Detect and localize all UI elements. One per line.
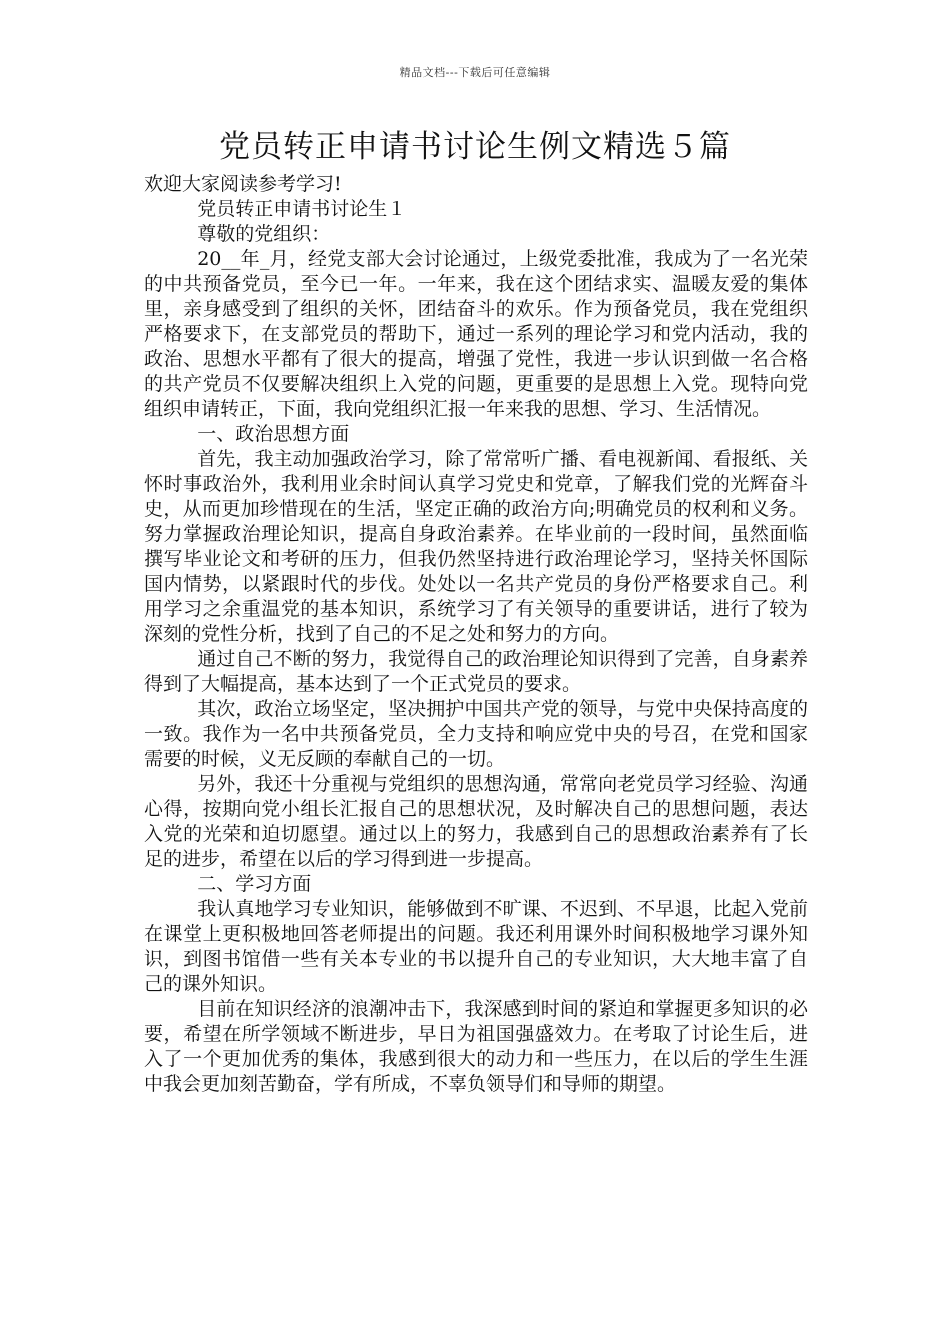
body-paragraph: 其次，政治立场坚定，坚决拥护中国共产党的领导，与党中央保持高度的一致。我作为一名中共预备党员，全力支持和响应党中央的号召，在党和国家需要的时候，义无反顾的奉献自己的一切。: [144, 698, 808, 770]
subsection-heading: 二、学习方面: [197, 873, 312, 895]
document-body: [144, 172, 808, 1097]
body-paragraph: 20__年_月，经党支部大会讨论通过，上级党委批准，我成为了一名光荣的中共预备党员，至今已一年。一年来，我在这个团结求实、温暖友爱的集体里，亲身感受到了组织的关怀，团结奋斗的欢乐。作为预备党员，我在党组织严格要求下，在支部党员的帮助下，通过一系列的理论学习和党内活动，我的政治、思想水平都有了很大的提高，增强了党性，我进一步认识到做一名合格的共产党员不仅要解决组织上入党的问题，更重要的是思想上入党。现特向党组织申请转正，下面，我向党组织汇报一年来我的思想、学习、生活情况。: [144, 248, 808, 420]
document-title: 党员转正申请书讨论生例文精选５篇: [219, 129, 731, 165]
salutation: 尊敬的党组织：: [197, 223, 331, 245]
subsection-heading: 一、政治思想方面: [197, 423, 350, 445]
body-paragraph: 通过自己不断的努力，我觉得自己的政治理论知识得到了完善，自身素养得到了大幅提高，基本达到了一个正式党员的要求。: [144, 648, 808, 695]
header-note: 精品文档---下载后可任意编辑: [399, 66, 551, 79]
body-paragraph: 首先，我主动加强政治学习，除了常常听广播、看电视新闻、看报纸、关怀时事政治外，我利用业余时间认真学习党史和党章，了解我们党的光辉奋斗史，从而更加珍惜现在的生活，坚定正确的政治方向;明确党员的权利和义务。努力掌握政治理论知识，提高自身政治素养。在毕业前的一段时间，虽然面临撰写毕业论文和考研的压力，但我仍然坚持进行政治理论学习，坚持关怀国际国内情势，以紧跟时代的步伐。处处以一名共产党员的身份严格要求自己。利用学习之余重温党的基本知识，系统学习了有关领导的重要讲话，进行了较为深刻的党性分析，找到了自己的不足之处和努力的方向。: [144, 448, 808, 645]
welcome-line: 欢迎大家阅读参考学习!: [144, 173, 342, 195]
body-paragraph: 目前在知识经济的浪潮冲击下，我深感到时间的紧迫和掌握更多知识的必要，希望在所学领域不断进步，早日为祖国强盛效力。在考取了讨论生后，进入了一个更加优秀的集体，我感到很大的动力和一些压力，在以后的学生生涯中我会更加刻苦勤奋，学有所成，不辜负领导们和导师的期望。: [144, 998, 808, 1095]
section-heading: 党员转正申请书讨论生１: [197, 198, 407, 220]
body-paragraph: 另外，我还十分重视与党组织的思想沟通，常常向老党员学习经验、沟通心得，按期向党小组长汇报自己的思想状况，及时解决自己的思想问题，表达入党的光荣和迫切愿望。通过以上的努力，我感到自己的思想政治素养有了长足的进步，希望在以后的学习得到进一步提高。: [144, 773, 808, 870]
body-paragraph: 我认真地学习专业知识，能够做到不旷课、不迟到、不早退，比起入党前在课堂上更积极地回答老师提出的问题。我还利用课外时间积极地学习课外知识，到图书馆借一些有关本专业的书以提升自己的专业知识，大大地丰富了自己的课外知识。: [144, 898, 808, 995]
